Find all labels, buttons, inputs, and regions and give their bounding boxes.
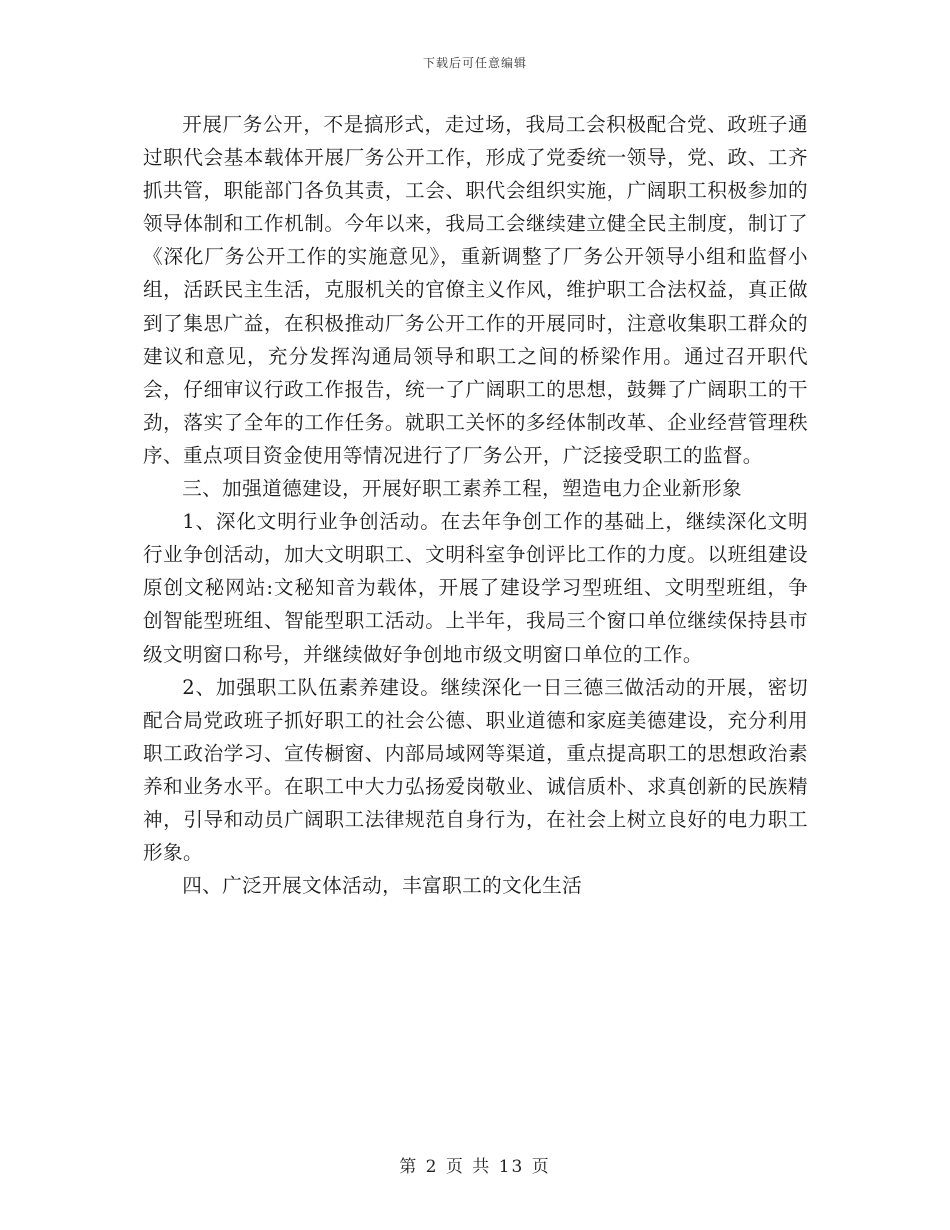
page-number: 第 2 页 共 13 页 — [399, 1157, 551, 1177]
page-header-note: 下载后可任意编辑 — [422, 56, 527, 70]
section-heading-3: 三、加强道德建设，开展好职工素养工程，塑造电力企业新形象 — [182, 477, 743, 501]
document-body — [143, 108, 808, 902]
paragraph-item-2: 2、加强职工队伍素养建设。继续深化一日三德三做活动的开展，密切配合局党政班子抓好职工的社会公德、职业道德和家庭美德建设，充分利用职工政治学习、宣传橱窗、内部局域网等渠道，重点提高职工的思想政治素养和业务水平。在职工中大力弘扬爱岗敬业、诚信质朴、求真创新的民族精神，引导和动员广阔职工法律规范自身行为，在社会上树立良好的电力职工形象。 — [143, 675, 808, 865]
paragraph-1: 开展厂务公开，不是搞形式，走过场，我局工会积极配合党、政班子通过职代会基本载体开展厂务公开工作，形成了党委统一领导，党、政、工齐抓共管，职能部门各负其责，工会、职代会组织实施，广阔职工积极参加的领导体制和工作机制。今年以来，我局工会继续建立健全民主制度，制订了《深化厂务公开工作的实施意见》，重新调整了厂务公开领导小组和监督小组，活跃民主生活，克服机关的官僚主义作风，维护职工合法权益，真正做到了集思广益，在积极推动厂务公开工作的开展同时，注意收集职工群众的建议和意见，充分发挥沟通局领导和职工之间的桥梁作用。通过召开职代会，仔细审议行政工作报告，统一了广阔职工的思想，鼓舞了广阔职工的干劲，落实了全年的工作任务。就职工关怀的多经体制改革、企业经营管理秩序、重点项目资金使用等情况进行了厂务公开，广泛接受职工的监督。 — [143, 113, 808, 467]
paragraph-item-1: 1、深化文明行业争创活动。在去年争创工作的基础上，继续深化文明行业争创活动，加大文明职工、文明科室争创评比工作的力度。以班组建设原创文秘网站:文秘知音为载体，开展了建设学习型班组、文明型班组，争创智能型班组、智能型职工活动。上半年，我局三个窗口单位继续保持县市级文明窗口称号，并继续做好争创地市级文明窗口单位的工作。 — [143, 510, 808, 666]
section-heading-4: 四、广泛开展文体活动，丰富职工的文化生活 — [182, 874, 583, 898]
